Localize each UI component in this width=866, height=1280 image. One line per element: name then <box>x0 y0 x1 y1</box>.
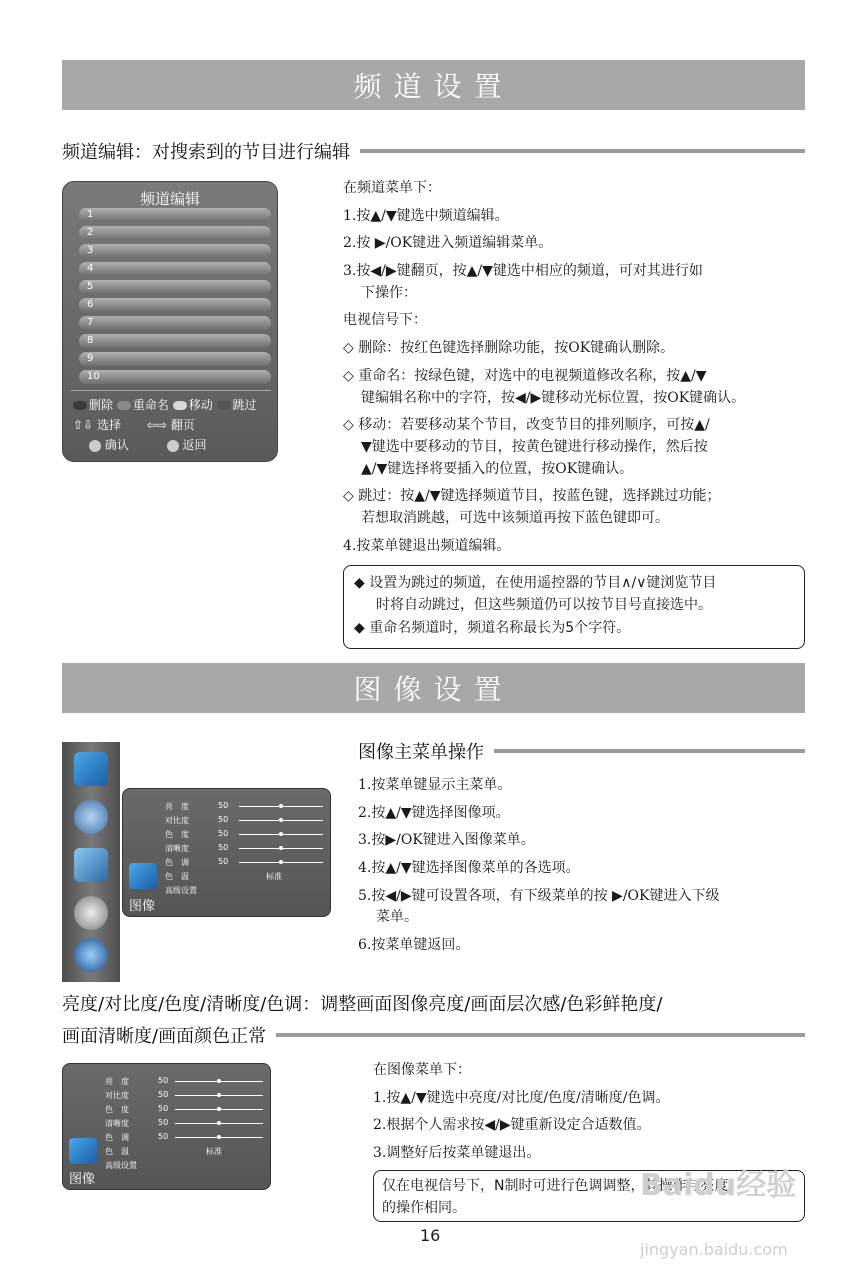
step-3: 3.按▶/OK键进入图像菜单。 <box>358 832 535 849</box>
subtitle-line-2-wrap <box>62 1022 805 1048</box>
subtitle-line-2: 画面清晰度/画面颜色正常 <box>62 1026 267 1047</box>
tint-slider[interactable] <box>175 1137 263 1138</box>
brightness-value: 50 <box>218 801 229 810</box>
slider-knob[interactable] <box>279 832 283 836</box>
brightness-label: 亮 度 <box>105 1077 129 1086</box>
op-rename: ◇ 重命名：按绿色键，对选中的电视频道修改名称，按▲/▼ <box>343 367 707 384</box>
ok-back-legend <box>89 436 207 453</box>
slider-knob[interactable] <box>279 818 283 822</box>
contrast-slider[interactable] <box>175 1095 263 1096</box>
sharpness-value: 50 <box>218 843 229 852</box>
note-box <box>343 565 805 649</box>
slider-knob[interactable] <box>217 1107 221 1111</box>
section-banner-channel: 频道设置 <box>62 60 805 110</box>
color-value: 50 <box>158 1104 169 1113</box>
brightness-value: 50 <box>158 1076 169 1085</box>
step-4: 4.按菜单键退出频道编辑。 <box>343 537 511 554</box>
adjust-instructions <box>373 1060 805 1171</box>
adjust-subtitle <box>62 990 805 1048</box>
back-label: 返回 <box>182 438 207 452</box>
left-right-arrows-icon: ⇦⇨ <box>146 418 167 432</box>
subtitle-text: 图像主菜单操作 <box>358 742 484 763</box>
page-number: 16 <box>420 1226 441 1245</box>
step-5-cont: 菜单。 <box>376 909 418 926</box>
step-3: 3.调整好后按菜单键退出。 <box>373 1145 541 1162</box>
tint-value: 50 <box>218 857 229 866</box>
step-1: 1.按▲/▼键选中频道编辑。 <box>343 207 509 224</box>
legend-delete: 删除 <box>89 398 114 412</box>
channel-row: 7 <box>79 316 271 330</box>
sharpness-slider[interactable] <box>175 1123 263 1124</box>
subtitle-text: 频道编辑：对搜索到的节目进行编辑 <box>62 142 350 163</box>
section-subtitle <box>62 138 805 164</box>
blue-key-icon <box>217 401 231 410</box>
advanced-settings[interactable]: 高级设置 <box>165 886 197 895</box>
watermark-url: jingyan.baidu.com <box>640 1240 788 1259</box>
channel-row: 3 <box>79 244 271 258</box>
legend-skip: 跳过 <box>232 398 257 412</box>
sound-menu-icon <box>74 800 108 834</box>
op-skip: ◇ 跳过：按▲/▼键选择频道节目，按蓝色键，选择跳过功能； <box>343 488 721 505</box>
channel-menu-icon <box>74 848 108 882</box>
settings-gear-icon <box>74 896 108 930</box>
op-delete: ◇ 删除：按红色键选择删除功能，按OK键确认删除。 <box>343 340 675 357</box>
note-2: ◆ 重命名频道时，频道名称最长为5个字符。 <box>354 619 631 636</box>
legend-rename: 重命名 <box>132 398 169 412</box>
main-menu-sidebar <box>62 742 120 982</box>
op-move-cont2: ▲/▼键选择将要插入的位置，按OK键确认。 <box>361 460 634 477</box>
contrast-value: 50 <box>158 1090 169 1099</box>
step-2: 2.根据个人需求按◀/▶键重新设定合适数值。 <box>373 1117 651 1134</box>
advanced-settings[interactable]: 高级设置 <box>105 1161 137 1170</box>
subtitle-line-1: 亮度/对比度/色度/清晰度/色调：调整画面图像亮度/画面层次感/色彩鲜艳度/ <box>62 994 663 1015</box>
step-4: 4.按▲/▼键选择图像菜单的各选项。 <box>358 860 580 877</box>
color-temp-label: 色 温 <box>105 1147 129 1156</box>
contrast-label: 对比度 <box>105 1091 129 1100</box>
contrast-value: 50 <box>218 815 229 824</box>
ok-button-icon <box>89 440 101 452</box>
slider-knob[interactable] <box>279 860 283 864</box>
note-line-1: 仅在电视信号下，N制时可进行色调调整，其操作与亮度 <box>382 1178 729 1194</box>
step-3-cont: 下操作： <box>361 284 417 301</box>
channel-row: 5 <box>79 280 271 294</box>
channel-row: 10 <box>79 370 271 384</box>
slider-knob[interactable] <box>279 846 283 850</box>
sharpness-label: 清晰度 <box>105 1119 129 1128</box>
color-temp-label: 色 温 <box>165 872 189 881</box>
brightness-label: 亮 度 <box>165 802 189 811</box>
channel-edit-panel <box>62 181 278 462</box>
color-value: 50 <box>218 829 229 838</box>
op-move-cont: ▼键选中要移动的节目，按黄色键进行移动操作，然后按 <box>361 438 708 455</box>
osd-picture-label: 图像 <box>129 899 156 914</box>
slider-knob[interactable] <box>217 1121 221 1125</box>
yellow-key-icon <box>173 401 187 410</box>
section-subtitle <box>358 738 805 764</box>
op-skip-cont: 若想取消跳越，可选中该频道再按下蓝色键即可。 <box>361 509 669 526</box>
channel-instructions <box>343 178 805 563</box>
color-key-legend <box>73 396 257 413</box>
step-1: 1.按▲/▼键选中亮度/对比度/色度/清晰度/色调。 <box>373 1089 670 1106</box>
color-slider[interactable] <box>239 834 323 835</box>
globe-icon <box>74 938 108 972</box>
brightness-slider[interactable] <box>239 806 323 807</box>
color-temp-value[interactable]: 标准 <box>206 1147 222 1156</box>
picture-icon <box>69 1138 97 1164</box>
slider-knob[interactable] <box>217 1079 221 1083</box>
osd-picture-label: 图像 <box>69 1172 96 1187</box>
section-banner-picture: 图像设置 <box>62 663 805 713</box>
channel-row: 4 <box>79 262 271 276</box>
contrast-label: 对比度 <box>165 816 189 825</box>
ok-label: 确认 <box>104 438 129 452</box>
menu-button-icon <box>167 440 179 452</box>
channel-row: 9 <box>79 352 271 366</box>
sharpness-value: 50 <box>158 1118 169 1127</box>
note-line-2: 的操作相同。 <box>382 1200 466 1217</box>
picture-osd-submenu <box>62 1063 271 1190</box>
picture-menu-steps <box>358 775 805 963</box>
red-key-icon <box>73 401 87 410</box>
step-5: 5.按◀/▶键可设置各项，有下级菜单的按 ▶/OK键进入下级 <box>358 887 720 904</box>
panel-divider <box>71 390 271 391</box>
panel-title: 频道编辑 <box>139 190 200 208</box>
step-6: 6.按菜单键返回。 <box>358 937 470 954</box>
intro-text: 在频道菜单下： <box>343 180 441 196</box>
tint-label: 色 调 <box>165 858 189 867</box>
intro-text: 在图像菜单下： <box>373 1062 471 1078</box>
up-down-arrows-icon: ⇧⇩ <box>73 418 94 432</box>
divider <box>276 1033 805 1037</box>
channel-row: 2 <box>79 226 271 240</box>
tv-signal-heading: 电视信号下： <box>343 312 427 329</box>
slider-knob[interactable] <box>217 1135 221 1139</box>
nav-select-label: 选择 <box>96 418 121 432</box>
op-move: ◇ 移动：若要移动某个节目，改变节目的排列顺序，可按▲/ <box>343 417 710 434</box>
nav-legend <box>73 416 195 433</box>
brightness-slider[interactable] <box>175 1081 263 1082</box>
channel-row: 8 <box>79 334 271 348</box>
picture-icon <box>129 863 157 889</box>
tint-label: 色 调 <box>105 1133 129 1142</box>
sharpness-slider[interactable] <box>239 848 323 849</box>
tint-value: 50 <box>158 1132 169 1141</box>
channel-row: 6 <box>79 298 271 312</box>
note-1: ◆ 设置为跳过的频道，在使用遥控器的节目∧/∨键浏览节目 <box>354 575 717 591</box>
color-temp-value[interactable]: 标准 <box>266 872 282 881</box>
step-2: 2.按▲/▼键选择图像项。 <box>358 804 510 821</box>
divider <box>360 149 805 153</box>
op-rename-cont: 键编辑名称中的字符，按◀/▶键移动光标位置，按OK键确认。 <box>361 389 746 406</box>
picture-osd-menu <box>122 788 331 917</box>
green-key-icon <box>117 401 131 410</box>
picture-menu-icon <box>74 752 108 786</box>
watermark-logo: Baidu经验 <box>640 1168 797 1203</box>
color-label: 色 度 <box>165 830 189 839</box>
note-1-cont: 时将自动跳过，但这些频道仍可以按节目号直接选中。 <box>376 597 712 614</box>
color-label: 色 度 <box>105 1105 129 1114</box>
slider-knob[interactable] <box>279 804 283 808</box>
channel-row: 1 <box>79 208 271 222</box>
step-3: 3.按◀/▶键翻页，按▲/▼键选中相应的频道，可对其进行如 <box>343 263 703 280</box>
tint-slider[interactable] <box>239 862 323 863</box>
slider-knob[interactable] <box>217 1093 221 1097</box>
nav-page-label: 翻页 <box>170 418 195 432</box>
step-1: 1.按菜单键显示主菜单。 <box>358 777 512 793</box>
contrast-slider[interactable] <box>239 820 323 821</box>
divider <box>494 749 805 753</box>
sharpness-label: 清晰度 <box>165 844 189 853</box>
color-slider[interactable] <box>175 1109 263 1110</box>
step-2: 2.按 ▶/OK键进入频道编辑菜单。 <box>343 235 553 252</box>
legend-move: 移动 <box>188 398 213 412</box>
